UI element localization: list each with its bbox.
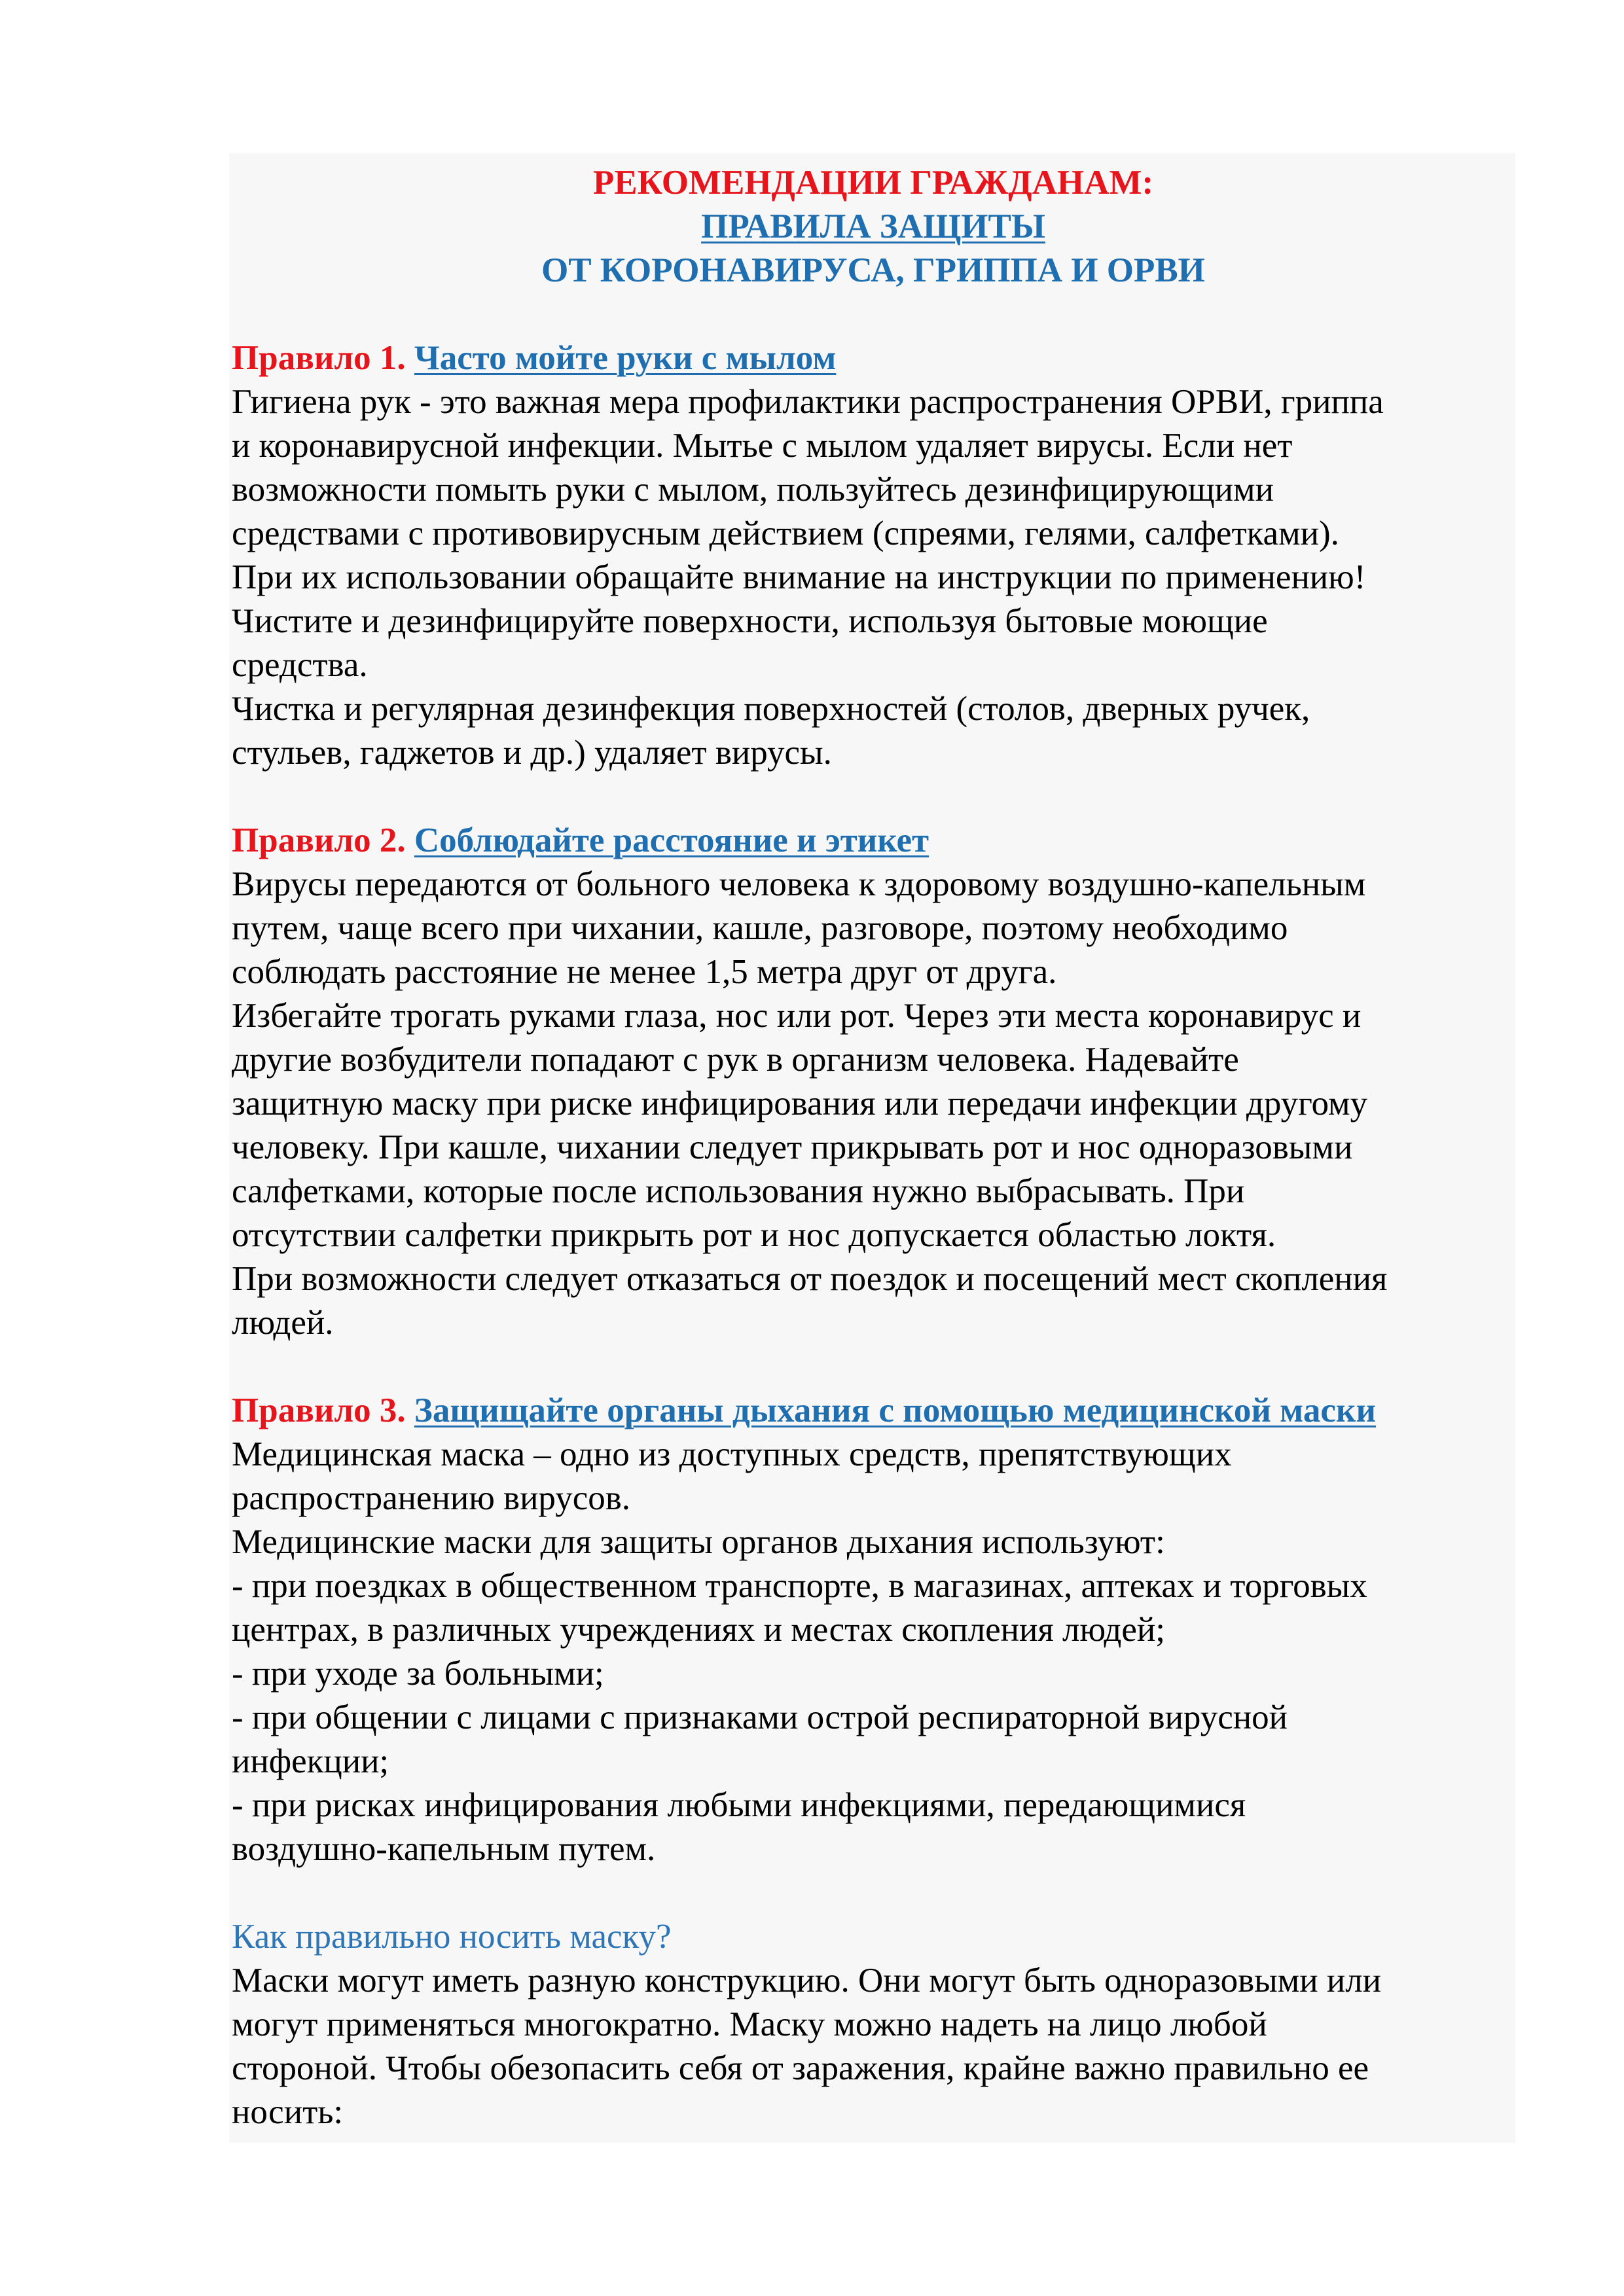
rule-1-text bbox=[232, 380, 1515, 775]
rule-2-number: Правило 2. bbox=[232, 821, 406, 859]
text-line: Чистите и дезинфицируйте поверхности, используя бытовые моющие bbox=[232, 602, 1268, 640]
text-line: - при поездках в общественном транспорте, в магазинах, аптеках и торговых bbox=[232, 1567, 1367, 1605]
text-line: воздушно-капельным путем. bbox=[232, 1830, 656, 1868]
text-line: и коронавирусной инфекции. Мытье с мылом удаляет вирусы. Если нет bbox=[232, 427, 1293, 465]
text-line: Вирусы передаются от больного человека к здоровому воздушно-капельным bbox=[232, 865, 1366, 903]
rule-3-heading bbox=[232, 1389, 1515, 1433]
heading-line-3: ОТ КОРОНАВИРУСА, ГРИППА И ОРВИ bbox=[541, 251, 1205, 289]
heading-line-2-text: ПРАВИЛА ЗАЩИТЫ bbox=[701, 207, 1045, 245]
text-line: - при общении с лицами с признаками острой респираторной вирусной bbox=[232, 1698, 1288, 1736]
text-line: стороной. Чтобы обезопасить себя от заражения, крайне важно правильно ее bbox=[232, 2049, 1369, 2087]
text-line: При их использовании обращайте внимание на инструкции по применению! bbox=[232, 558, 1366, 596]
rule-1-number: Правило 1. bbox=[232, 339, 406, 377]
rule-2-heading bbox=[232, 819, 1515, 863]
text-line: защитную маску при риске инфицирования или передачи инфекции другому bbox=[232, 1085, 1368, 1122]
text-line: стульев, гаджетов и др.) удаляет вирусы. bbox=[232, 734, 832, 772]
rule-2-text bbox=[232, 863, 1515, 1345]
text-line: Маски могут иметь разную конструкцию. Они могут быть одноразовыми или bbox=[232, 1962, 1382, 2000]
text-line: путем, чаще всего при чихании, кашле, разговоре, поэтому необходимо bbox=[232, 909, 1288, 947]
text-line: отсутствии салфетки прикрыть рот и нос допускается областью локтя. bbox=[232, 1216, 1276, 1254]
text-line: - при уходе за больными; bbox=[232, 1655, 604, 1693]
text-line: Избегайте трогать руками глаза, нос или рот. Через эти места коронавирус и bbox=[232, 997, 1362, 1035]
text-line: соблюдать расстояние не менее 1,5 метра друг от друга. bbox=[232, 953, 1057, 991]
text-line: человеку. При кашле, чихании следует прикрывать рот и нос одноразовыми bbox=[232, 1128, 1353, 1166]
text-line: распространению вирусов. bbox=[232, 1479, 631, 1517]
text-line: - при рисках инфицирования любыми инфекциями, передающимися bbox=[232, 1786, 1246, 1824]
rule-2-title: Соблюдайте расстояние и этикет bbox=[414, 821, 929, 859]
rule-3-number: Правило 3. bbox=[232, 1391, 406, 1429]
rule-1-heading bbox=[232, 336, 1515, 380]
rule-3-title: Защищайте органы дыхания с помощью медицинской маски bbox=[414, 1391, 1377, 1429]
text-line: возможности помыть руки с мылом, пользуйтесь дезинфицирующими bbox=[232, 471, 1274, 509]
text-line: При возможности следует отказаться от поездок и посещений мест скопления bbox=[232, 1260, 1388, 1298]
heading-line-2 bbox=[232, 205, 1515, 249]
text-line: средства. bbox=[232, 646, 368, 684]
text-line: Медицинская маска – одно из доступных средств, препятствующих bbox=[232, 1435, 1232, 1473]
text-line: людей. bbox=[232, 1304, 334, 1342]
text-line: инфекции; bbox=[232, 1742, 389, 1780]
text-line: носить: bbox=[232, 2093, 344, 2131]
mask-section-text bbox=[232, 1959, 1515, 2134]
rule-1-title: Часто мойте руки с мылом bbox=[414, 339, 837, 377]
mask-section-title: Как правильно носить маску? bbox=[232, 1918, 672, 1956]
document-body bbox=[232, 161, 1515, 2134]
rule-3-text bbox=[232, 1433, 1515, 1871]
text-line: Медицинские маски для защиты органов дыхания используют: bbox=[232, 1523, 1165, 1561]
text-line: салфетками, которые после использования нужно выбрасывать. При bbox=[232, 1172, 1245, 1210]
heading-line-1: РЕКОМЕНДАЦИИ ГРАЖДАНАМ: bbox=[592, 164, 1154, 202]
text-line: могут применяться многократно. Маску можно надеть на лицо любой bbox=[232, 2005, 1267, 2043]
text-line: центрах, в различных учреждениях и местах скопления людей; bbox=[232, 1611, 1165, 1649]
text-line: средствами с противовирусным действием (спреями, гелями, салфетками). bbox=[232, 514, 1339, 552]
text-line: другие возбудители попадают с рук в организм человека. Надевайте bbox=[232, 1041, 1239, 1079]
text-line: Чистка и регулярная дезинфекция поверхностей (столов, дверных ручек, bbox=[232, 690, 1310, 728]
text-line: Гигиена рук - это важная мера профилактики распространения ОРВИ, гриппа bbox=[232, 383, 1384, 421]
